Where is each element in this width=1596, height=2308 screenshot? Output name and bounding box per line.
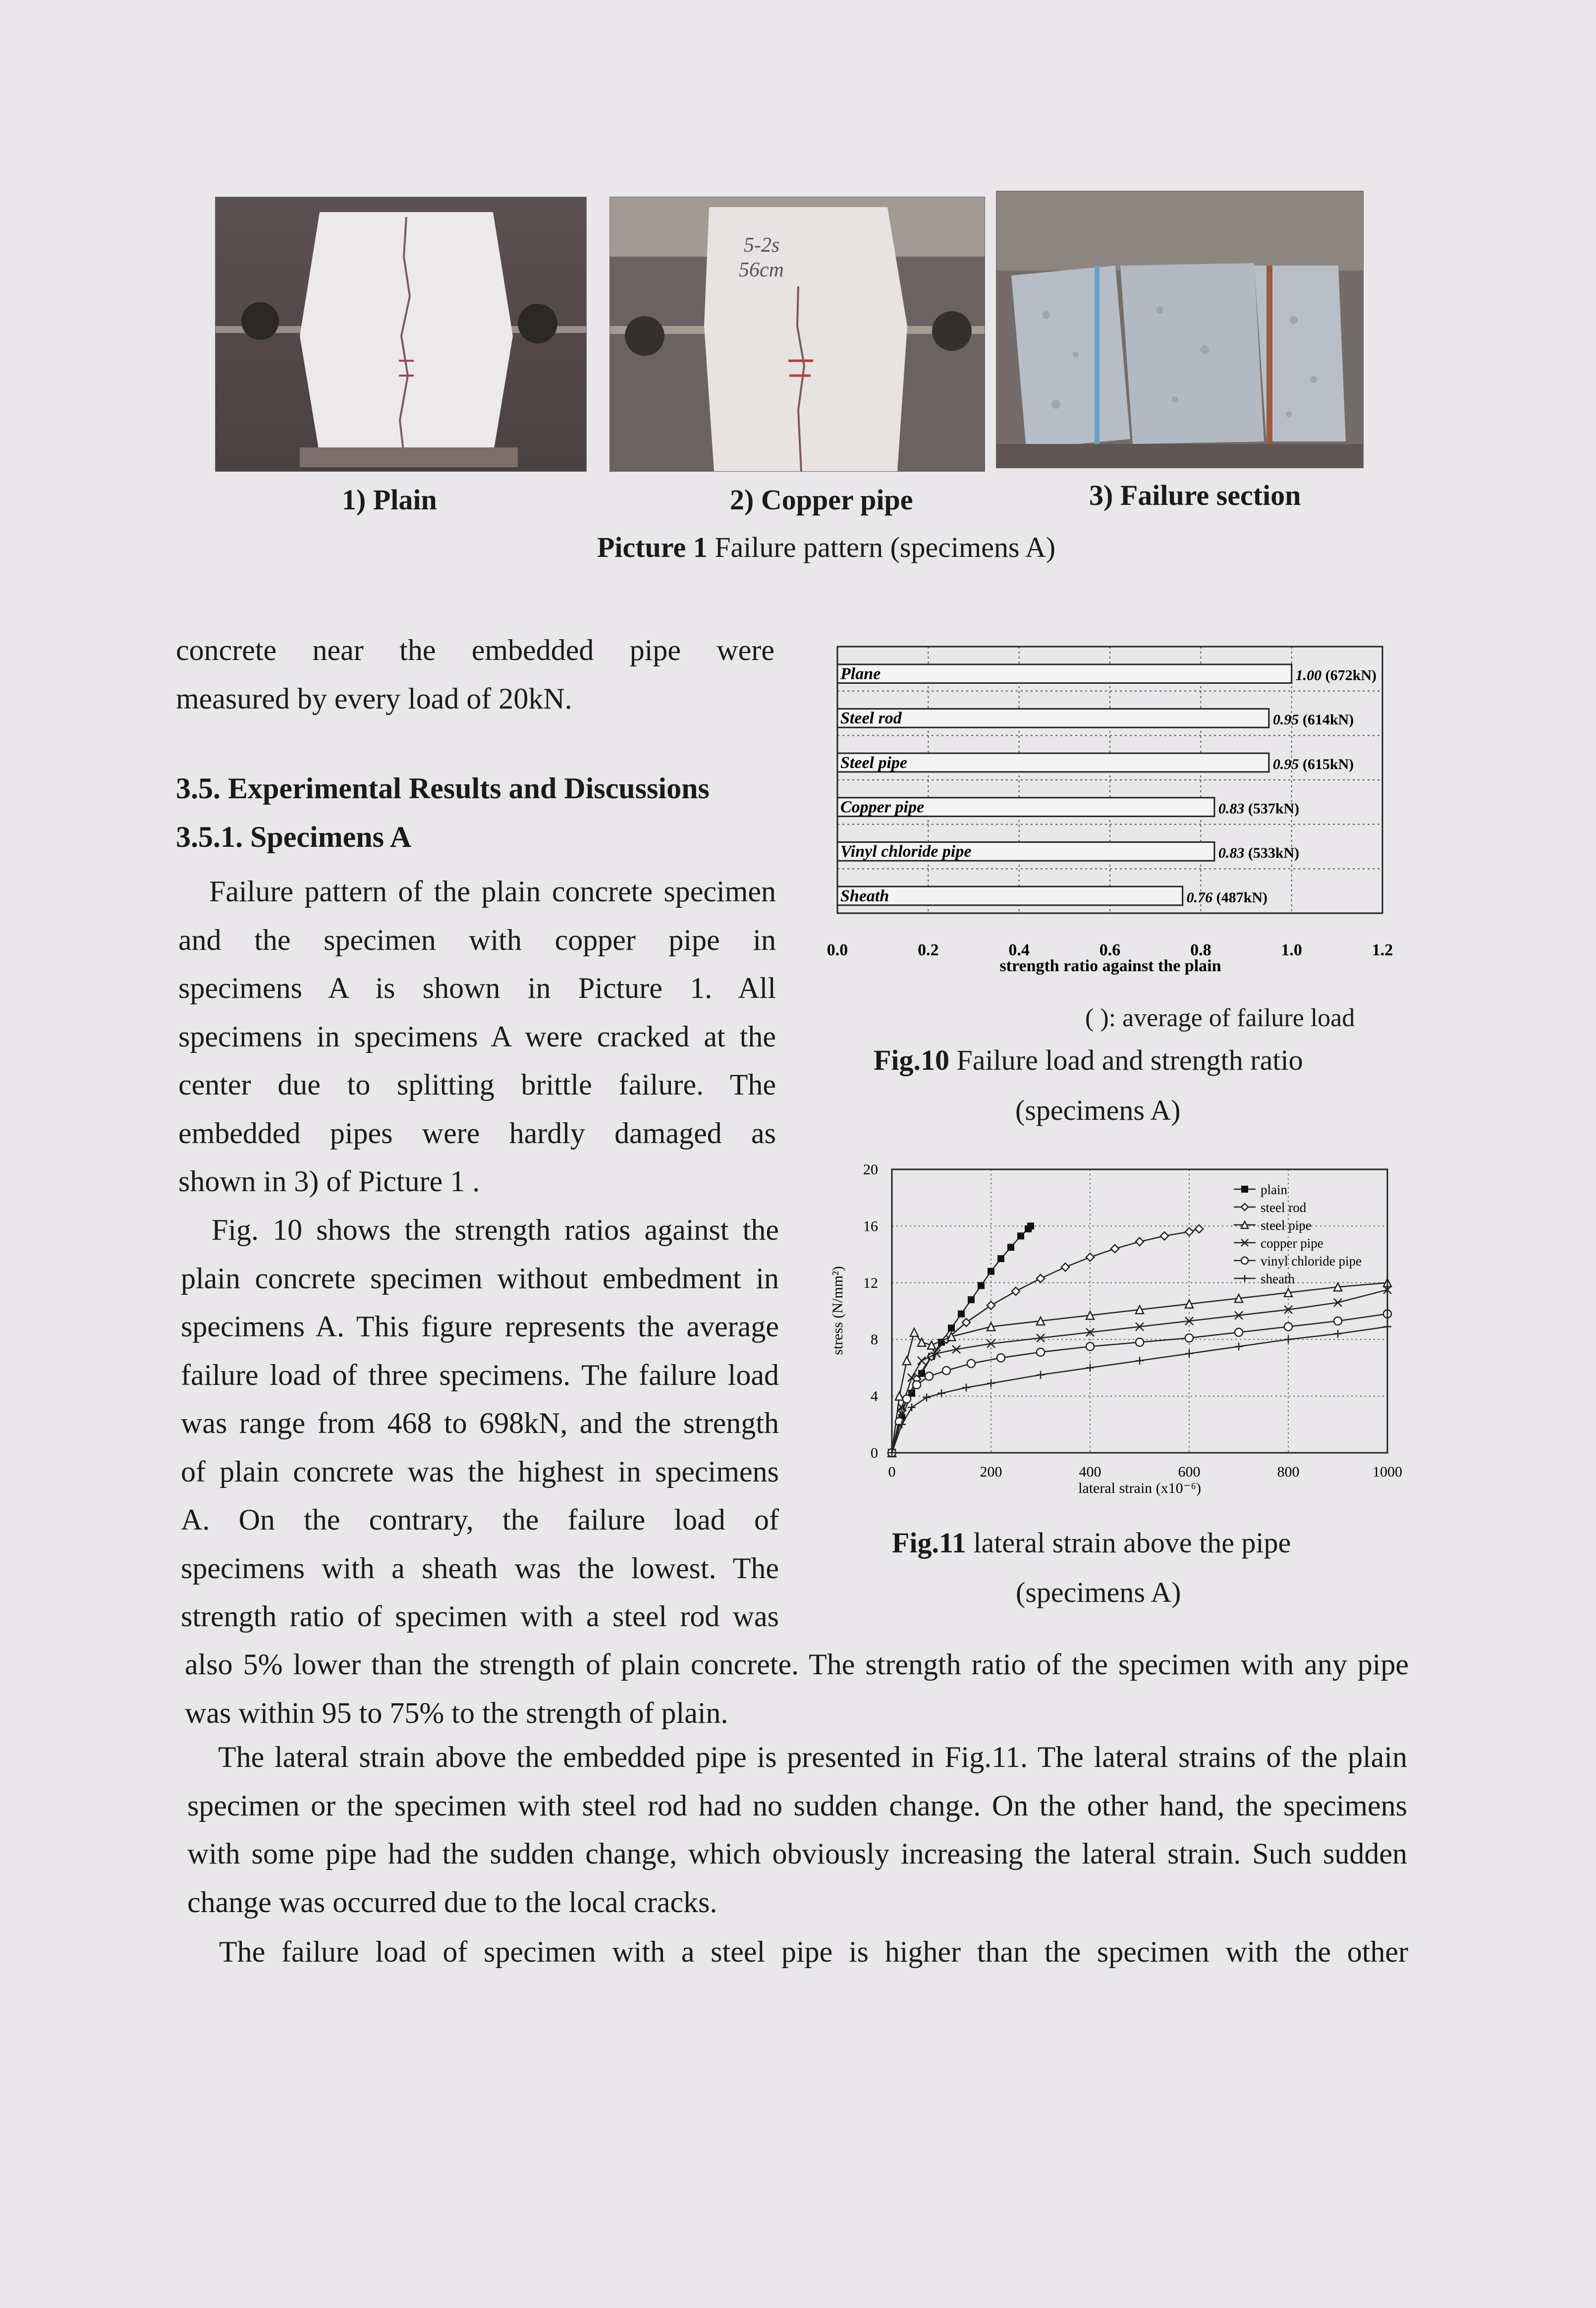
fig11-point — [1185, 1228, 1193, 1236]
fig10-category-label: Steel rod — [840, 709, 902, 728]
fig11-y-tick: 20 — [863, 1161, 878, 1178]
fig11-x-tick: 800 — [1277, 1464, 1300, 1480]
fig11-y-tick: 16 — [863, 1218, 878, 1235]
fig10-value-label: 1.00 (672kN) — [1295, 667, 1377, 684]
paragraph-failure-pattern: Failure pattern of the plain concrete specimen and the specimen with copper pipe in specimens A is shown in Picture 1. All specimens in specimens A were cracked at the center due to splitting brittle failure. The embedded pipes were hardly damaged as shown in 3) of Picture 1 . — [178, 875, 776, 1198]
fig11-x-tick: 1000 — [1373, 1464, 1402, 1480]
fig11-x-axis-label: lateral strain (x10⁻⁶) — [1078, 1480, 1201, 1496]
fig11-point — [997, 1354, 1005, 1362]
fig11-point — [1241, 1186, 1248, 1193]
fig10-x-axis-label: strength ratio against the plain — [999, 957, 1221, 975]
fig10-caption: Fig.10 Failure load and strength ratio — [874, 1044, 1303, 1076]
fig11-point — [1235, 1343, 1243, 1351]
fig11-point — [1160, 1232, 1168, 1240]
fig11-point — [967, 1360, 975, 1368]
fig11-point — [1185, 1350, 1193, 1358]
fig11-point — [903, 1357, 911, 1365]
fig11-point — [925, 1373, 933, 1380]
fig10-category-label: Plane — [840, 664, 881, 683]
fig11-y-tick: 12 — [863, 1274, 878, 1291]
fig10-category-label: Vinyl chloride pipe — [840, 842, 972, 861]
fig10-note: ( ): average of failure load — [1085, 1004, 1355, 1032]
fig11-point — [1136, 1338, 1144, 1346]
fig11-point — [1284, 1322, 1292, 1330]
fig10-bar — [837, 886, 1183, 905]
fig11-point — [987, 1302, 995, 1310]
fig11-y-tick: 4 — [871, 1388, 878, 1405]
fig11-point — [947, 1332, 955, 1340]
fig11-point — [903, 1395, 911, 1403]
fig11-x-tick: 400 — [1079, 1464, 1101, 1480]
photo-plain — [215, 197, 587, 472]
paragraph-strength-ratio: Fig. 10 shows the strength ratios against the plain concrete specimen without embedment in specimens A. This figure represents the average failure load of three specimens. The failure load was range from 468 to 698kN, and the strength of plain concrete was the highest in specimens A. On the contrary, the failure load of specimens with a sheath was the lowest. The strength ratio of specimen with a steel rod was — [181, 1213, 779, 1633]
fig11-point — [1334, 1330, 1342, 1338]
fig11-point — [1037, 1371, 1045, 1379]
fig11-point — [1235, 1328, 1243, 1336]
fig11-point — [918, 1357, 926, 1365]
fig10-bar — [837, 709, 1269, 728]
picture-label-copper-pipe: 2) Copper pipe — [730, 484, 913, 516]
fig10-x-tick: 1.0 — [1281, 941, 1302, 959]
fig11-series-line — [892, 1290, 1387, 1453]
fig11-legend-label: copper pipe — [1261, 1236, 1323, 1251]
fig10-value-label: 0.83 (533kN) — [1218, 845, 1300, 862]
fig10-value-label: 0.83 (537kN) — [1218, 800, 1300, 817]
fig11-point — [1061, 1263, 1069, 1271]
fig11-point — [1086, 1364, 1094, 1372]
fig10-bar-chart — [803, 637, 1397, 1003]
fig11-point — [908, 1403, 916, 1411]
fig11-point — [1241, 1275, 1248, 1282]
fig11-series-line — [892, 1314, 1387, 1453]
picture-label-failure-section: 3) Failure section — [1089, 479, 1301, 511]
fig11-point — [1017, 1232, 1024, 1239]
fig11-point — [997, 1255, 1004, 1262]
fig10-value-label: 0.95 (615kN) — [1272, 756, 1354, 772]
fig11-x-tick: 600 — [1178, 1464, 1201, 1480]
fig11-point — [948, 1324, 955, 1331]
fig11-point — [942, 1367, 950, 1374]
fig11-legend-label: vinyl chloride pipe — [1261, 1254, 1362, 1268]
photo-failure-section — [996, 191, 1364, 468]
paragraph-full-a: also 5% lower than the strength of plain concrete. The strength ratio of the specimen with any pipe was within 95 to 75% to the strength of plain. — [185, 1648, 1409, 1729]
fig11-y-tick: 0 — [871, 1445, 878, 1461]
fig11-point — [1086, 1253, 1094, 1261]
fig11-caption: Fig.11 lateral strain above the pipe — [892, 1527, 1291, 1559]
fig11-point — [958, 1311, 965, 1318]
paragraph-failure-load: The failure load of specimen with a steel pipe is higher than the specimen with the other — [219, 1935, 1408, 1968]
fig11-caption-line2: (specimens A) — [1016, 1576, 1181, 1608]
fig11-point — [1007, 1244, 1014, 1251]
paragraph-lateral-strain: The lateral strain above the embedded pipe is presented in Fig.11. The lateral strains of the plain specimen or the specimen with steel rod had no sudden change. On the other hand, the specimens with some pipe had the sudden change, which obviously increasing the lateral strain. Such sudden change was occurred due to the local cracks. — [187, 1741, 1407, 1919]
fig10-x-tick: 0.2 — [918, 941, 939, 959]
fig11-point — [1136, 1238, 1144, 1246]
section-heading: 3.5. Experimental Results and Discussions — [176, 772, 710, 805]
svg-text:56cm: 56cm — [739, 259, 784, 281]
fig11-legend-label: plain — [1261, 1182, 1287, 1197]
fig10-category-label: Sheath — [840, 886, 889, 905]
fig11-legend-label: sheath — [1261, 1271, 1295, 1286]
fig11-legend-label: steel rod — [1261, 1200, 1307, 1215]
fig11-x-tick: 0 — [888, 1464, 896, 1480]
fig11-point — [1241, 1204, 1248, 1210]
fig11-point — [913, 1381, 921, 1389]
fig11-point — [1086, 1343, 1094, 1351]
fig11-point — [1027, 1222, 1034, 1229]
fig11-point — [928, 1341, 936, 1349]
fig11-point — [1284, 1335, 1292, 1343]
fig11-legend-label: steel pipe — [1261, 1218, 1312, 1233]
fig10-value-label: 0.95 (614kN) — [1272, 712, 1354, 728]
fig11-point — [910, 1328, 918, 1336]
fig11-point — [988, 1268, 994, 1275]
fig11-y-tick: 8 — [871, 1331, 878, 1348]
fig11-point — [962, 1383, 970, 1391]
fig11-point — [1185, 1334, 1193, 1342]
fig11-point — [937, 1389, 945, 1397]
picture-1-caption: Picture 1 Failure pattern (specimens A) — [597, 531, 1056, 563]
fig10-x-tick: 0.6 — [1099, 941, 1121, 959]
fig11-point — [1241, 1257, 1248, 1264]
fig11-point — [1037, 1274, 1045, 1282]
fig10-x-tick: 0.4 — [1008, 941, 1030, 959]
fig11-point — [1012, 1287, 1020, 1295]
fig10-category-label: Steel pipe — [840, 753, 908, 772]
fig11-point — [1334, 1317, 1342, 1325]
fig10-value-label: 0.76 (487kN) — [1186, 889, 1268, 906]
fig11-line-chart — [823, 1162, 1402, 1509]
fig11-y-axis-label: stress (N/mm²) — [829, 1266, 846, 1355]
fig11-x-tick: 200 — [980, 1464, 1002, 1480]
fig10-category-label: Copper pipe — [840, 798, 925, 817]
fig10-x-tick: 1.2 — [1372, 941, 1393, 959]
intro-paragraph: concrete near the embedded pipe were measured by every load of 20kN. — [176, 634, 774, 715]
fig11-point — [978, 1282, 985, 1289]
fig11-point — [968, 1296, 975, 1303]
picture-label-plain: 1) Plain — [342, 484, 437, 516]
fig11-point — [1037, 1348, 1045, 1356]
subsection-heading: 3.5.1. Specimens A — [176, 821, 412, 853]
fig10-x-tick: 0.0 — [826, 941, 848, 959]
fig11-point — [1111, 1245, 1119, 1253]
fig11-point — [1136, 1357, 1144, 1365]
fig10-caption-line2: (specimens A) — [1015, 1094, 1181, 1126]
fig10-bar — [837, 664, 1292, 683]
photo-copper-pipe — [609, 197, 985, 472]
fig11-point — [923, 1393, 931, 1401]
svg-text:5-2s: 5-2s — [744, 234, 780, 257]
fig11-point — [987, 1379, 995, 1387]
fig10-x-tick: 0.8 — [1190, 941, 1211, 959]
